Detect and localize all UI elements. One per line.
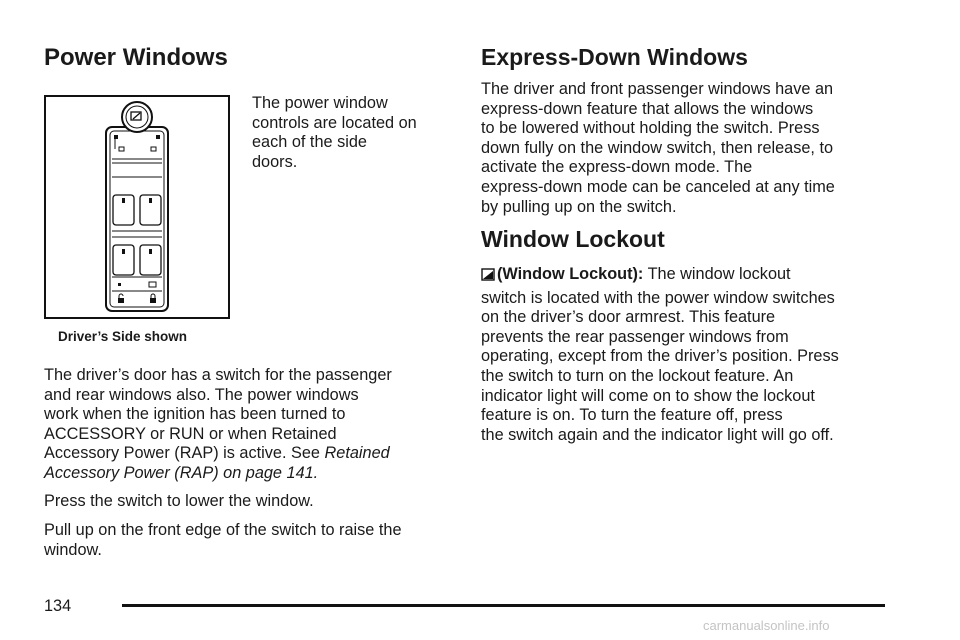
text-line: operating, except from the driver’s position. Press — [481, 347, 839, 366]
text-line: ACCESSORY or RUN or when Retained — [44, 424, 337, 443]
text-line: work when the ignition has been turned to — [44, 405, 346, 424]
text-fragment: Accessory Power (RAP) is active. See — [44, 444, 325, 463]
text-line: the switch to turn on the lockout feature. An — [481, 366, 794, 385]
lockout-label: (Window Lockout): — [497, 265, 644, 283]
text-line: and rear windows also. The power windows — [44, 385, 359, 404]
driver-side-switch-figure — [44, 95, 230, 319]
text-line: The power window — [252, 94, 388, 112]
paragraph-driver-door — [44, 366, 392, 484]
page-number: 134 — [44, 597, 72, 615]
paragraph-lower-window: Press the switch to lower the window. — [44, 492, 314, 510]
page-reference-link[interactable]: Retained — [324, 444, 390, 463]
text-line: express-down feature that allows the windows — [481, 99, 814, 118]
text-line: feature is on. To turn the feature off, press — [481, 406, 783, 425]
text-line: each of the side — [252, 133, 367, 152]
page-reference-link[interactable]: Accessory Power (RAP) on page 141. — [44, 463, 319, 482]
text-line: the switch again and the indicator light will go off. — [481, 425, 834, 444]
window-lockout-icon — [481, 268, 495, 281]
text-line: The driver and front passenger windows have an — [481, 80, 834, 98]
text-line: by pulling up on the switch. — [481, 197, 677, 216]
text-line: controls are located on — [252, 113, 417, 132]
heading-power-windows: Power Windows — [44, 44, 228, 71]
text-line: The driver’s door has a switch for the passenger — [44, 366, 392, 384]
text-line: on the driver’s door armrest. This feature — [481, 308, 776, 327]
heading-express-down: Express-Down Windows — [481, 44, 748, 70]
text-line: Pull up on the front edge of the switch to raise the — [44, 521, 402, 539]
paragraph-window-lockout — [481, 265, 839, 445]
text-line: down fully on the window switch, then release, to — [481, 138, 834, 157]
paragraph-raise-window — [44, 521, 402, 560]
heading-window-lockout: Window Lockout — [481, 226, 665, 252]
text-line — [44, 444, 392, 464]
text-line: doors. — [252, 152, 298, 171]
watermark: carmanualsonline.info — [703, 618, 830, 633]
text-line: prevents the rear passenger windows from — [481, 327, 789, 346]
text-line: window. — [44, 540, 102, 559]
text-line: express-down mode can be canceled at any time — [481, 177, 835, 196]
figure-caption: Driver’s Side shown — [58, 329, 188, 344]
door-switch-panel-illustration — [46, 97, 228, 317]
text-line — [481, 265, 839, 285]
figure-side-text — [252, 94, 417, 172]
text-line: switch is located with the power window switches — [481, 288, 835, 307]
text-fragment: The window lockout — [643, 265, 791, 283]
paragraph-express-down — [481, 80, 835, 217]
text-line: indicator light will come on to show the lockout — [481, 386, 815, 405]
text-line: to be lowered without holding the switch. Press — [481, 119, 820, 138]
footer-rule — [122, 604, 885, 607]
text-line: activate the express-down mode. The — [481, 158, 753, 177]
